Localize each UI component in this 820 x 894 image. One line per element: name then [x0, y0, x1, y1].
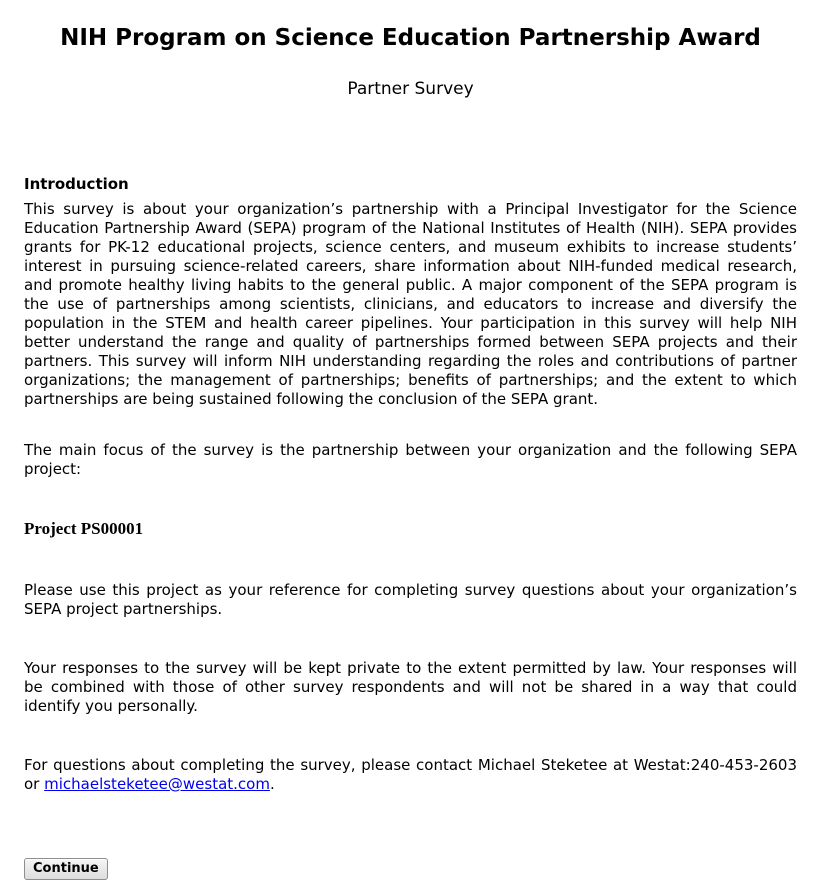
reference-paragraph: Please use this project as your reference for completing survey questions about your organization’s SEPA project partnerships. — [24, 581, 797, 618]
intro-heading: Introduction — [24, 175, 129, 193]
continue-button[interactable]: Continue — [24, 858, 108, 880]
contact-text-before: For questions about completing the survey, please contact Michael Steketee at Westat:240-453-2603 or — [24, 756, 797, 793]
page-subtitle: Partner Survey — [347, 79, 474, 99]
intro-paragraph: This survey is about your organization’s partnership with a Principal Investigator for the Science Education Partnership Award (SEPA) program of the National Institutes of Health (NIH). SEPA provides grants for PK-12 educational projects, science centers, and museum exhibits to increase students’ interest in pursuing science-related careers, share information about NIH-funded medical research, and promote healthy living habits to the general public. A major component of the SEPA program is the use of partnerships among scientists, clinicians, and educators to increase and diversify the population in the STEM and health career pipelines. Your participation in this survey will help NIH better understand the range and quality of partnerships formed between SEPA projects and their partners. This survey will inform NIH understanding regarding the roles and contributions of partner organizations; the management of partnerships; benefits of partnerships; and the extent to which partnerships are being sustained following the conclusion of the SEPA grant. — [24, 200, 797, 408]
privacy-paragraph: Your responses to the survey will be kept private to the extent permitted by law. Your responses will be combined with those of other survey respondents and will not be shared in a way that could identify you personally. — [24, 659, 797, 715]
contact-text-after: . — [269, 775, 275, 793]
contact-email-link[interactable]: michaelsteketee@westat.com — [44, 775, 270, 793]
contact-paragraph — [24, 756, 797, 794]
focus-paragraph: The main focus of the survey is the partnership between your organization and the following SEPA project: — [24, 441, 797, 478]
project-id: Project PS00001 — [24, 519, 144, 538]
survey-content — [24, 175, 797, 880]
button-row — [24, 857, 797, 880]
page-title: NIH Program on Science Education Partnership Award — [60, 25, 761, 51]
